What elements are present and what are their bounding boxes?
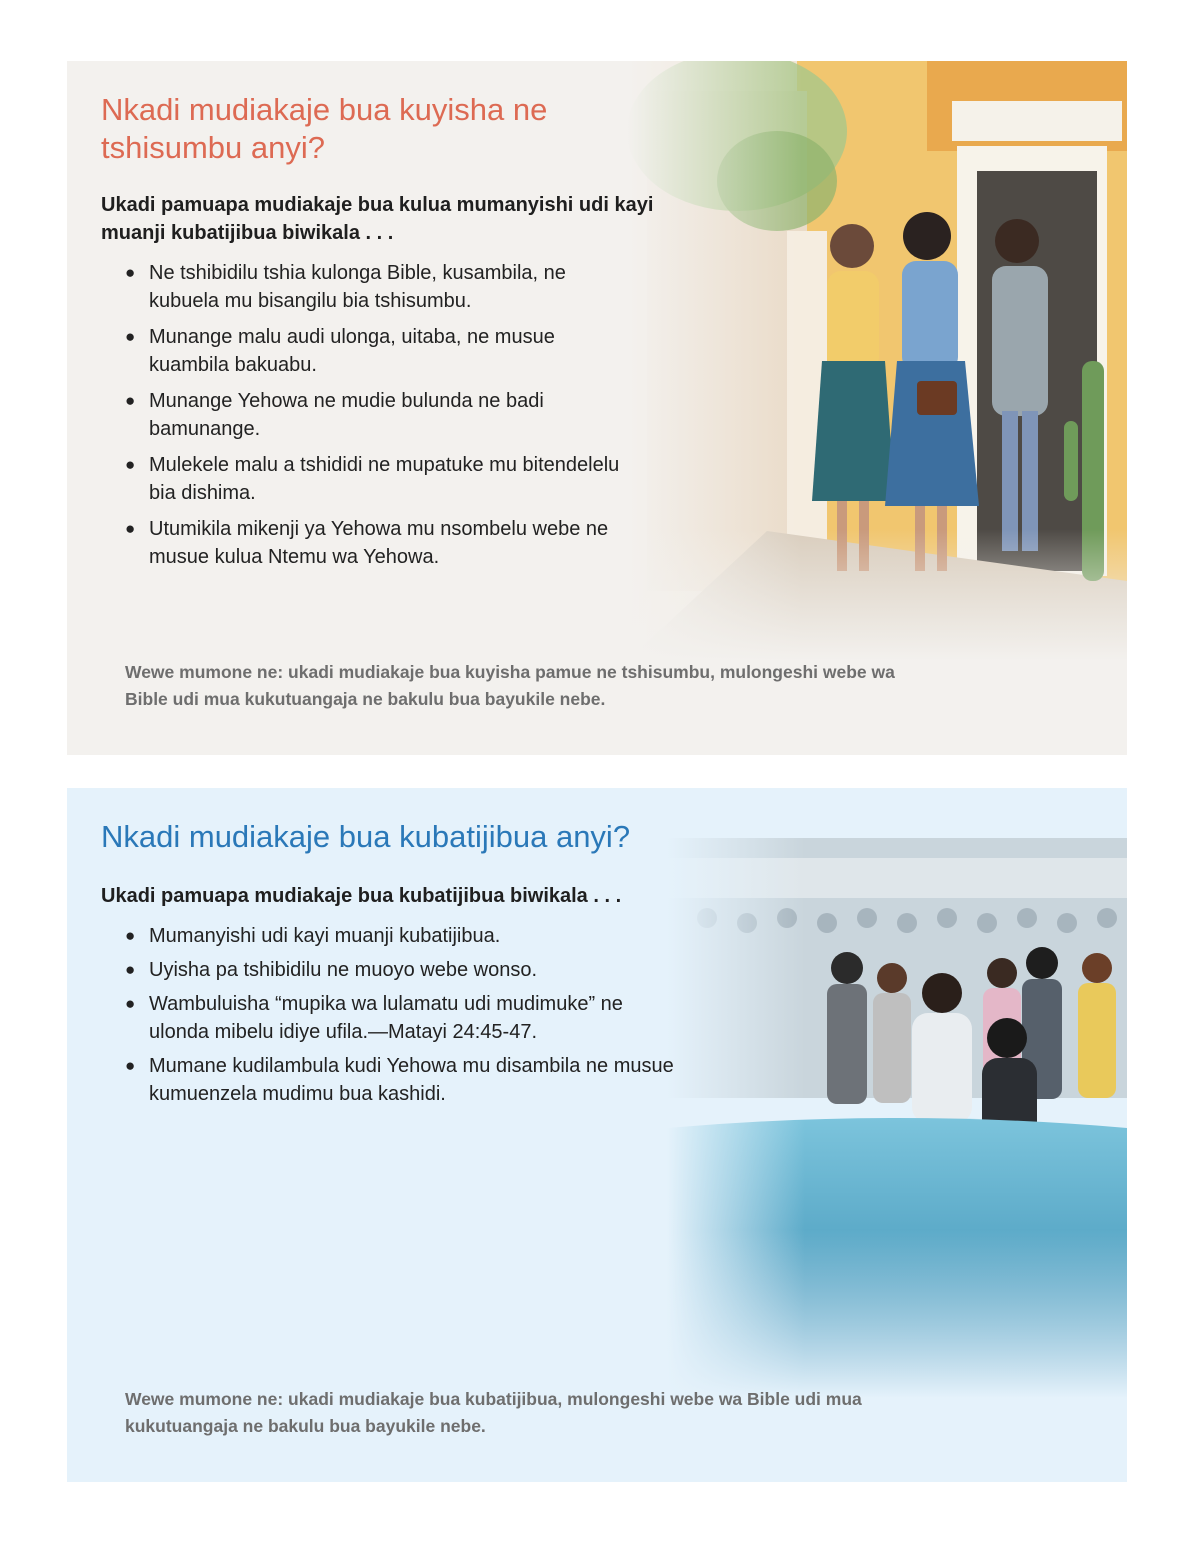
- section-lead-text: Ukadi pamuapa mudiakaje bua kulua mumanyishi udi kayi muanji kubatijibua biwikala . . .: [101, 194, 654, 244]
- list-item-text: Mumane kudilambula kudi Yehowa mu disambila ne musue kumuenzela mudimu bua kashidi.: [149, 1055, 674, 1105]
- section-title: Nkadi mudiakaje bua kuyisha ne tshisumbu anyi?: [101, 92, 548, 165]
- list-item: [125, 922, 685, 950]
- bullet-icon: ●: [125, 327, 136, 346]
- bullet-icon: ●: [125, 960, 136, 979]
- door-to-door-illustration: [627, 61, 1127, 661]
- list-item-text: Mumanyishi udi kayi muanji kubatijibua.: [149, 925, 501, 947]
- list-item-text: Wambuluisha “mupika wa lulamatu udi mudimuke” ne ulonda mibelu idiye ufila.—Matayi 24:45-47.: [149, 993, 623, 1043]
- section-title: Nkadi mudiakaje bua kubatijibua anyi?: [101, 819, 631, 854]
- list-item: [125, 323, 625, 379]
- readiness-list: [125, 922, 685, 1114]
- list-item: [125, 1052, 685, 1108]
- list-item: [125, 956, 685, 984]
- baptism-illustration: [667, 838, 1127, 1398]
- bullet-icon: ●: [125, 455, 136, 474]
- list-item-text: Mulekele malu a tshididi ne mupatuke mu bitendelelu bia dishima.: [149, 454, 620, 504]
- list-item: [125, 515, 625, 571]
- list-item: [125, 990, 685, 1046]
- bullet-icon: ●: [125, 391, 136, 410]
- readiness-list: [125, 259, 625, 579]
- list-item-text: Uyisha pa tshibidilu ne muoyo webe wonso.: [149, 959, 537, 981]
- list-item-text: Ne tshibidilu tshia kulonga Bible, kusambila, ne kubuela mu bisangilu bia tshisumbu.: [149, 262, 566, 312]
- bullet-icon: ●: [125, 994, 136, 1013]
- list-item: [125, 387, 625, 443]
- section-note: Wewe mumone ne: ukadi mudiakaje bua kuyisha pamue ne tshisumbu, mulongeshi webe wa Bible udi mua kukutuangaja ne bakulu bua bayukile nebe.: [125, 662, 895, 709]
- section-lead-text: Ukadi pamuapa mudiakaje bua kubatijibua biwikala . . .: [101, 885, 622, 907]
- bullet-icon: ●: [125, 1056, 136, 1075]
- bullet-icon: ●: [125, 926, 136, 945]
- list-item-text: Utumikila mikenji ya Yehowa mu nsombelu webe ne musue kulua Ntemu wa Yehowa.: [149, 518, 609, 568]
- bullet-icon: ●: [125, 263, 136, 282]
- section-congregation-card: [67, 61, 1127, 755]
- section-baptism-card: [67, 788, 1127, 1482]
- list-item-text: Munange Yehowa ne mudie bulunda ne badi bamunange.: [149, 390, 544, 440]
- section-note: Wewe mumone ne: ukadi mudiakaje bua kubatijibua, mulongeshi webe wa Bible udi mua kukutuangaja ne bakulu bua bayukile nebe.: [125, 1389, 862, 1436]
- bullet-icon: ●: [125, 519, 136, 538]
- list-item: [125, 259, 625, 315]
- list-item: [125, 451, 625, 507]
- list-item-text: Munange malu audi ulonga, uitaba, ne musue kuambila bakuabu.: [149, 326, 555, 376]
